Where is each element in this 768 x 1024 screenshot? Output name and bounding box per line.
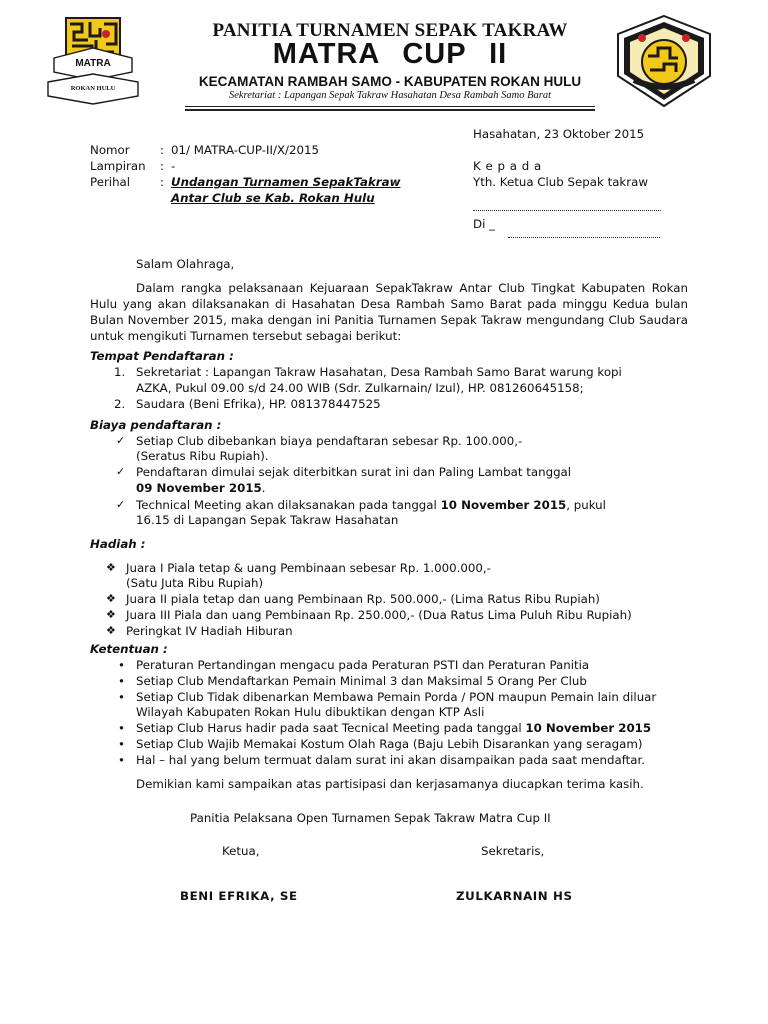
bullet-icon: • xyxy=(118,658,125,672)
diamond-icon: ❖ xyxy=(106,608,116,621)
secretariat-line: Sekretariat : Lapangan Sepak Takraw Hasahatan Desa Rambah Samo Barat xyxy=(228,90,552,101)
nomor-value: 01/ MATRA-CUP-II/X/2015 xyxy=(171,143,320,157)
biaya-2-end: . xyxy=(261,481,266,495)
chair-title: Ketua, xyxy=(222,844,260,858)
biaya-title: Biaya pendaftaran : xyxy=(90,418,222,432)
ketentuan-4-pre: Setiap Club Harus hadir pada saat Tecnical Meeting pada tanggal xyxy=(136,721,526,735)
address-dotted-line xyxy=(508,236,660,238)
biaya-3-post: , pukul xyxy=(566,498,606,512)
hadiah-2: Juara II piala tetap dan uang Pembinaan Rp. 500.000,- (Lima Ratus Ribu Rupiah) xyxy=(126,592,600,606)
intro-paragraph: Dalam rangka pelaksanaan Kejuaraan SepakTakraw Antar Club Tingkat Kabupaten Rokan Hulu yang akan dilaksanakan di Hasahatan Desa Rambah Samo Barat pada minggu Kedua bulan Bulan November 2015, maka dengan ini Panitia Turnamen Sepak Takraw mengundang Club Saudara untuk mengikuti Turnamen tersebut sebagai berikut: xyxy=(90,281,688,343)
signature-committee: Panitia Pelaksana Open Turnamen Sepak Takraw Matra Cup II xyxy=(190,811,551,825)
perihal-label: Perihal xyxy=(90,175,131,189)
tempat-item-1-line-2: AZKA, Pukul 09.00 s/d 24.00 WIB (Sdr. Zulkarnain/ Izul), HP. 081260645158; xyxy=(136,381,584,395)
bullet-icon: • xyxy=(118,753,125,767)
biaya-3-pre: Technical Meeting akan dilaksanakan pada tanggal xyxy=(136,498,441,512)
event-title: MATRA CUP II xyxy=(272,38,508,70)
ketentuan-3-line-2: Wilayah Kabupaten Rokan Hulu dibuktikan dengan KTP Asli xyxy=(136,705,485,719)
ketentuan-2: Setiap Club Mendaftarkan Pemain Minimal 3 dan Maksimal 5 Orang Per Club xyxy=(136,674,587,688)
header-rule-thin xyxy=(185,106,595,107)
biaya-2-date: 09 November 2015 xyxy=(136,481,262,495)
check-icon: ✓ xyxy=(116,465,126,478)
tempat-item-1-line-1: Sekretariat : Lapangan Takraw Hasahatan, Desa Rambah Samo Barat warung kopi xyxy=(136,365,622,379)
biaya-1-line-1: Setiap Club dibebankan biaya pendaftaran sebesar Rp. 100.000,- xyxy=(136,434,523,448)
recipient-dotted-line xyxy=(473,209,661,211)
biaya-3-line-1 xyxy=(136,497,606,513)
bullet-icon: • xyxy=(118,674,125,688)
ketentuan-title: Ketentuan : xyxy=(90,642,168,656)
perihal-line-2: Antar Club se Kab. Rokan Hulu xyxy=(171,191,375,205)
bullet-icon: • xyxy=(118,721,125,735)
recipient: Yth. Ketua Club Sepak takraw xyxy=(473,175,648,189)
header-rule-thick xyxy=(185,109,595,111)
hadiah-3: Juara III Piala dan uang Pembinaan Rp. 250.000,- (Dua Ratus Lima Puluh Ribu Rupiah) xyxy=(126,608,632,622)
diamond-icon: ❖ xyxy=(106,592,116,605)
kepada-label: K e p a d a xyxy=(473,159,542,173)
tempat-item-1-num: 1. xyxy=(114,365,126,379)
logo-left-top-text: MATRA xyxy=(75,58,111,69)
nomor-sep: : xyxy=(160,143,164,157)
lampiran-value: - xyxy=(171,159,176,173)
closing-line: Demikian kami sampaikan atas partisipasi dan kerjasamanya diucapkan terima kasih. xyxy=(136,777,644,791)
ketentuan-5: Setiap Club Wajib Memakai Kostum Olah Raga (Baju Lebih Disarankan yang seragam) xyxy=(136,737,643,751)
committee-heading: PANITIA TURNAMEN SEPAK TAKRAW xyxy=(212,20,568,41)
tempat-title: Tempat Pendaftaran : xyxy=(90,349,234,363)
hadiah-title: Hadiah : xyxy=(90,537,146,551)
secretary-title: Sekretaris, xyxy=(481,844,545,858)
diamond-icon: ❖ xyxy=(106,624,116,637)
perihal-line-1: Undangan Turnamen SepakTakraw xyxy=(171,175,401,189)
nomor-label: Nomor xyxy=(90,143,130,157)
secretary-name: ZULKARNAIN HS xyxy=(456,889,573,903)
di-label: Di _ xyxy=(473,217,496,231)
place-date: Hasahatan, 23 Oktober 2015 xyxy=(473,127,645,141)
left-logo xyxy=(40,14,146,106)
ketentuan-4-date: 10 November 2015 xyxy=(525,721,652,735)
tempat-item-2-num: 2. xyxy=(114,397,126,411)
lampiran-sep: : xyxy=(160,159,164,173)
ketentuan-4 xyxy=(136,720,651,736)
hadiah-4: Peringkat IV Hadiah Hiburan xyxy=(126,624,293,638)
logo-left-bottom-text: ROKAN HULU xyxy=(70,85,116,92)
hadiah-1-line-2: (Satu Juta Ribu Rupiah) xyxy=(126,576,264,590)
biaya-3-date: 10 November 2015 xyxy=(440,498,567,512)
diamond-icon: ❖ xyxy=(106,561,116,574)
biaya-1-line-2: (Seratus Ribu Rupiah). xyxy=(136,449,269,463)
bullet-icon: • xyxy=(118,737,125,751)
check-icon: ✓ xyxy=(116,434,126,447)
biaya-2-line-2 xyxy=(136,480,265,496)
check-icon: ✓ xyxy=(116,498,126,511)
tempat-item-2-line-1: Saudara (Beni Efrika), HP. 081378447525 xyxy=(136,397,381,411)
chair-name: BENI EFRIKA, SE xyxy=(180,889,298,903)
biaya-2-line-1: Pendaftaran dimulai sejak diterbitkan surat ini dan Paling Lambat tanggal xyxy=(136,465,572,479)
hadiah-1-line-1: Juara I Piala tetap & uang Pembinaan sebesar Rp. 1.000.000,- xyxy=(126,561,491,575)
biaya-3-line-2: 16.15 di Lapangan Sepak Takraw Hasahatan xyxy=(136,513,399,527)
ketentuan-1: Peraturan Pertandingan mengacu pada Peraturan PSTI dan Peraturan Panitia xyxy=(136,658,590,672)
ketentuan-6: Hal – hal yang belum termuat dalam surat ini akan disampaikan pada saat mendaftar. xyxy=(136,753,646,767)
perihal-sep: : xyxy=(160,175,164,189)
lampiran-label: Lampiran xyxy=(90,159,146,173)
region-heading: KECAMATAN RAMBAH SAMO - KABUPATEN ROKAN HULU xyxy=(198,74,582,89)
greeting: Salam Olahraga, xyxy=(136,257,235,271)
ketentuan-3-line-1: Setiap Club Tidak dibenarkan Membawa Pemain Porda / PON maupun Pemain lain diluar xyxy=(136,690,657,704)
bullet-icon: • xyxy=(118,690,125,704)
